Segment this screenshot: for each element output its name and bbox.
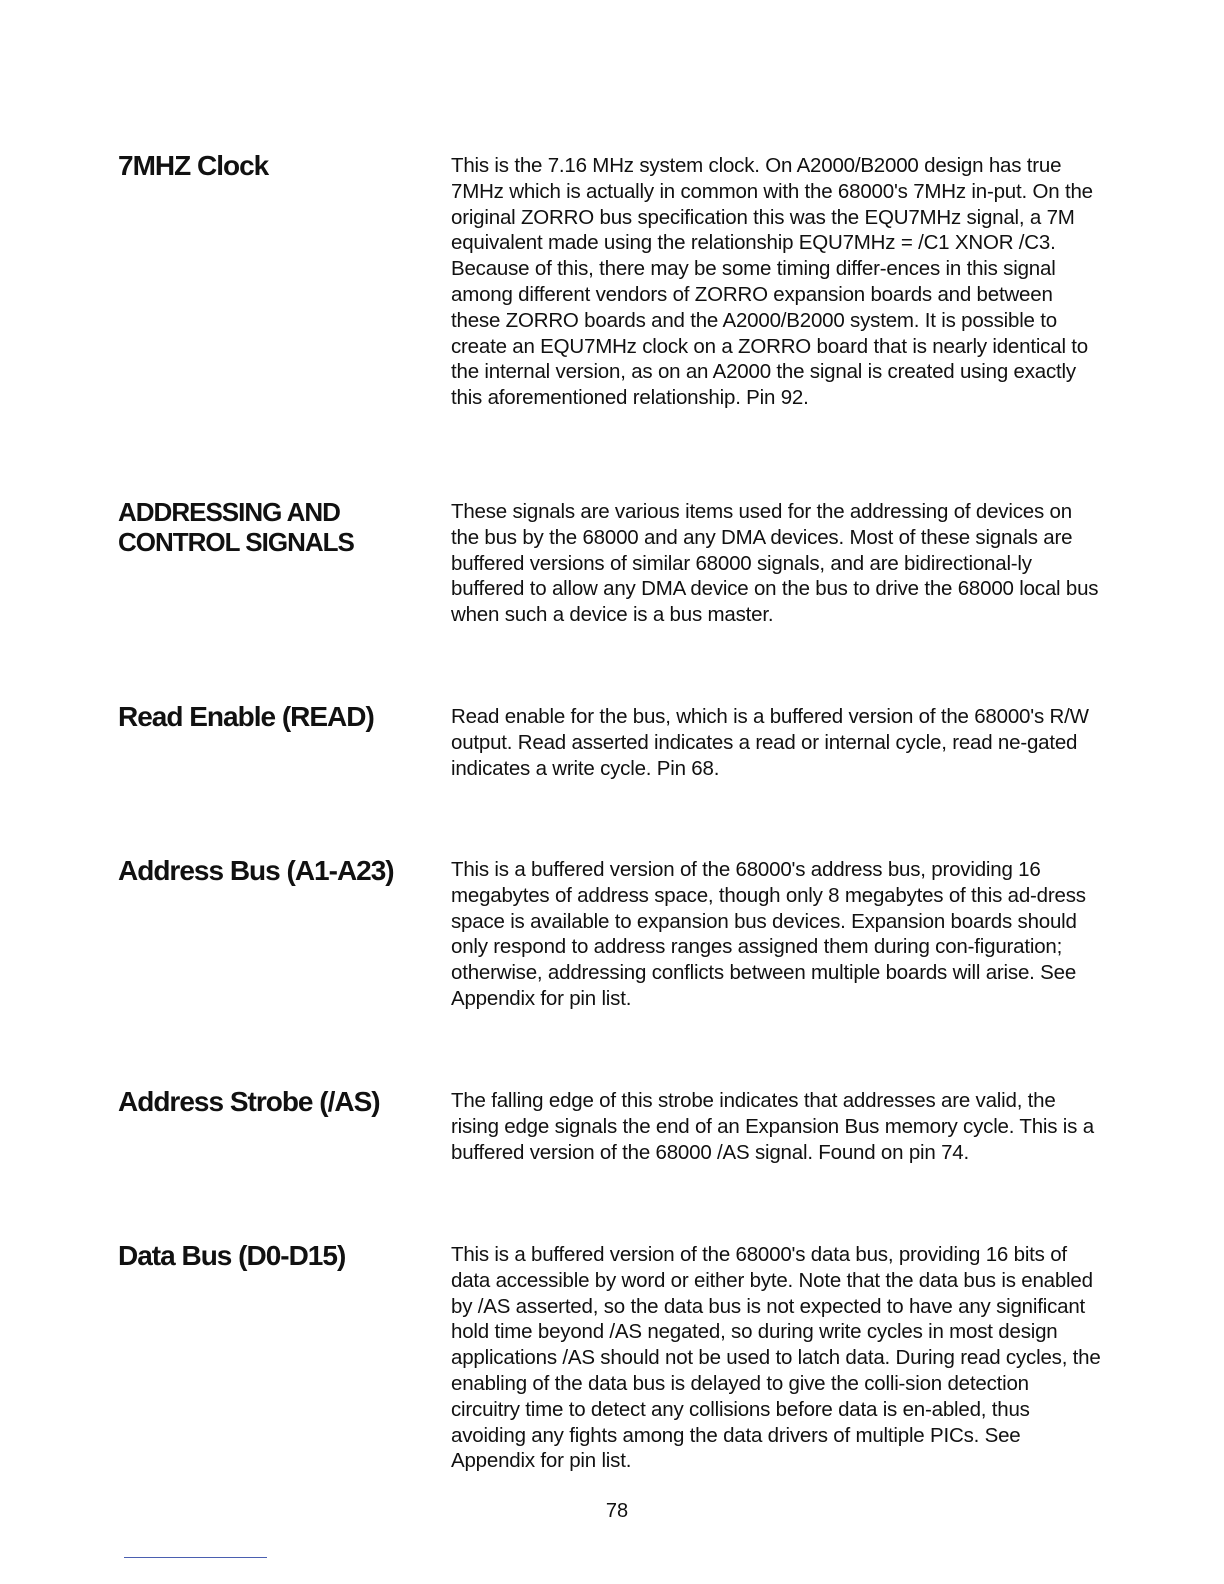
section-heading: Address Bus (A1-A23) [118, 855, 394, 886]
footnote-divider [124, 1557, 267, 1558]
section-body: Read enable for the bus, which is a buffered version of the 68000's R/W output. Read asserted indicates a read or internal cycle, read ne-gated indicates a write cycle. Pin 68. [451, 705, 1089, 780]
section-heading: Data Bus (D0-D15) [118, 1240, 346, 1271]
section-body: These signals are various items used for the addressing of devices on the bus by the 68000 and any DMA devices. Most of these signals are buffered versions of similar 68000 signals, and are bidirectional-ly buffered to allow any DMA device on the bus to drive the 68000 local bus when such a device is a bus master. [451, 500, 1099, 627]
section-body: The falling edge of this strobe indicates that addresses are valid, the rising edge signals the end of an Expansion Bus memory cycle. This is a buffered version of the 68000 /AS signal. Found on pin 74. [451, 1089, 1094, 1164]
section-body: This is a buffered version of the 68000's data bus, providing 16 bits of data accessible by word or either byte. Note that the data bus is enabled by /AS asserted, so the data bus is not expected to have any significant hold time beyond /AS negated, so during write cycles in most design applications /AS should not be used to latch data. During read cycles, the enabling of the data bus is delayed to give the colli-sion detection circuitry time to detect any collisions before data is en-abled, thus avoiding any fights among the data drivers of multiple PICs. See Appendix for pin list. [451, 1243, 1101, 1473]
section-heading: Address Strobe (/AS) [118, 1086, 380, 1117]
section-heading: 7MHZ Clock [118, 150, 269, 181]
section-heading: ADDRESSING AND CONTROL SIGNALS [118, 497, 354, 557]
section-body: This is a buffered version of the 68000's address bus, providing 16 megabytes of address space, though only 8 megabytes of this ad-dress space is available to expansion bus devices. Expansion boards should only respond to address ranges assigned them during con-figuration; otherwise, addressing conflicts between multiple boards will arise. See Appendix for pin list. [451, 858, 1086, 1010]
section-body: This is the 7.16 MHz system clock. On A2000/B2000 design has true 7MHz which is actually in common with the 68000's 7MHz in-put. On the original ZORRO bus specification this was the EQU7MHz signal, a 7M equivalent made using the relationship EQU7MHz = /C1 XNOR /C3. Because of this, there may be some timing differ-ences in this signal among different vendors of ZORRO expansion boards and between these ZORRO boards and the A2000/B2000 system. It is possible to create an EQU7MHz clock on a ZORRO board that is nearly identical to the internal version, as on an A2000 the signal is created using exactly this aforementioned relationship. Pin 92. [451, 154, 1093, 410]
section-heading: Read Enable (READ) [118, 701, 374, 732]
page-number: 78 [605, 1500, 629, 1522]
